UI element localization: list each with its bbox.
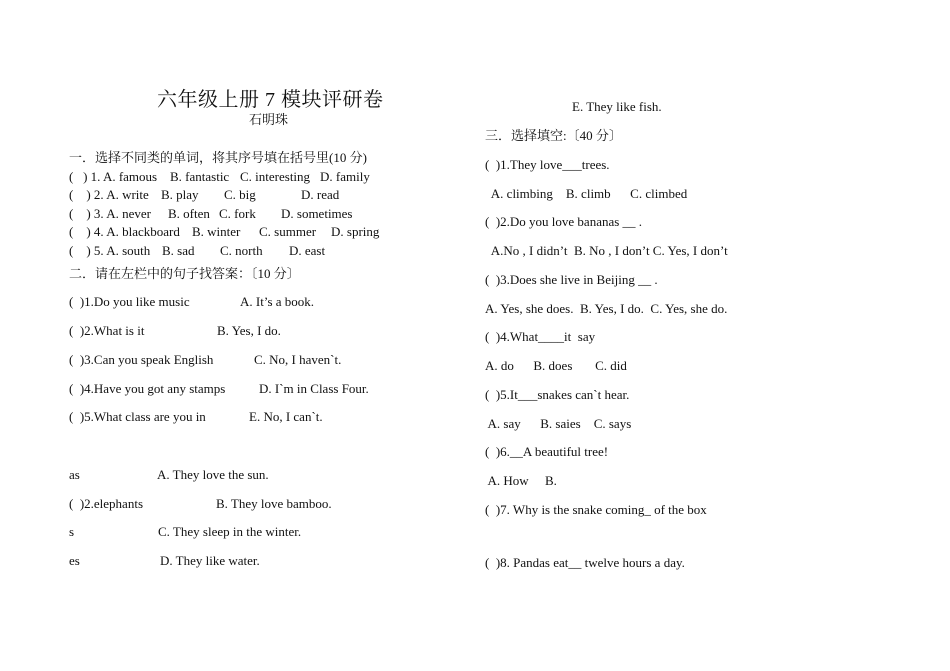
s1-q5-option-c: C. north [220, 243, 263, 258]
s2-q3-question: ( )3.Can you speak English [69, 352, 214, 367]
s1-q3-option-b: B. often [168, 206, 210, 221]
s2-q5-answer: E. No, I can`t. [249, 409, 323, 424]
section2-heading: 二．请在左栏中的句子找答案：〔10 分〕 [69, 266, 300, 281]
s2-q1-question: ( )1.Do you like music [69, 294, 190, 309]
s3-line-3: ( )2.Do you love bananas __ . [485, 214, 643, 229]
s1-q1-stem: ( ) 1. A. famous [69, 169, 158, 184]
s2-q2-question: ( )2.What is it [69, 323, 145, 338]
s1-q2-option-b: B. play [161, 187, 199, 202]
s3-line-11: ( )6.__A beautiful tree! [485, 444, 609, 459]
s1-q3-stem: ( ) 3. A. never [69, 206, 151, 221]
s2-q5-question: ( )5.What class are you in [69, 409, 206, 424]
s3-line-6: A. Yes, she does. B. Yes, I do. C. Yes, she do. [485, 301, 728, 316]
s2-continued-option: E. They like fish. [572, 99, 662, 114]
s2b-row1-right: A. They love the sun. [157, 467, 269, 482]
s3-line-9: ( )5.It___snakes can`t hear. [485, 387, 630, 402]
s3-line-1: ( )1.They love___trees. [485, 157, 610, 172]
s1-q3-option-c: C. fork [219, 206, 256, 221]
section1-heading: 一．选择不同类的单词，将其序号填在括号里(10 分) [69, 150, 367, 165]
s2b-row4-right: D. They like water. [160, 553, 260, 568]
s1-q5-option-b: B. sad [162, 243, 195, 258]
s1-q4-option-d: D. spring [331, 224, 380, 239]
s2b-row4-left: es [69, 553, 80, 568]
s2b-row3-left: s [69, 524, 75, 539]
s3-line-7: ( )4.What____it say [485, 329, 596, 344]
s2b-row1-left: as [69, 467, 80, 482]
page-title: 六年级上册 7 模块评研卷 [157, 89, 384, 111]
s2b-row2-right: B. They love bamboo. [216, 496, 332, 511]
s2-q4-answer: D. I`m in Class Four. [259, 381, 369, 396]
s1-q1-option-d: D. family [320, 169, 370, 184]
s2-q1-answer: A. It’s a book. [240, 294, 315, 309]
s3-line-4: A.No , I didn’t B. No , I don’t C. Yes, I don’t [485, 243, 728, 258]
s1-q4-option-b: B. winter [192, 224, 241, 239]
s1-q5-stem: ( ) 5. A. south [69, 243, 151, 258]
s1-q2-stem: ( ) 2. A. write [69, 187, 149, 202]
s1-q5-option-d: D. east [289, 243, 326, 258]
s2-q3-answer: C. No, I haven`t. [254, 352, 342, 367]
s1-q2-option-d: D. read [301, 187, 340, 202]
author-name: 石明珠 [249, 112, 289, 127]
s1-q4-option-c: C. summer [259, 224, 317, 239]
s3-line-12: A. How B. [485, 473, 557, 488]
s3-line-14: ( )8. Pandas eat__ twelve hours a day. [485, 555, 685, 570]
s1-q2-option-c: C. big [224, 187, 256, 202]
s3-line-5: ( )3.Does she live in Beijing __ . [485, 272, 658, 287]
s1-q3-option-d: D. sometimes [281, 206, 353, 221]
s3-line-2: A. climbing B. climb C. climbed [485, 186, 688, 201]
s2-q4-question: ( )4.Have you got any stamps [69, 381, 226, 396]
s1-q1-option-b: B. fantastic [170, 169, 230, 184]
s2b-row3-right: C. They sleep in the winter. [158, 524, 302, 539]
s1-q1-option-c: C. interesting [240, 169, 311, 184]
s3-line-8: A. do B. does C. did [485, 358, 627, 373]
s2-q2-answer: B. Yes, I do. [217, 323, 281, 338]
section3-heading: 三．选择填空:〔40 分〕 [485, 128, 622, 143]
s3-line-10: A. say B. saies C. says [485, 416, 632, 431]
s1-q4-stem: ( ) 4. A. blackboard [69, 224, 180, 239]
s3-line-13: ( )7. Why is the snake coming_ of the box [485, 502, 707, 517]
s2b-row2-left: ( )2.elephants [69, 496, 144, 511]
